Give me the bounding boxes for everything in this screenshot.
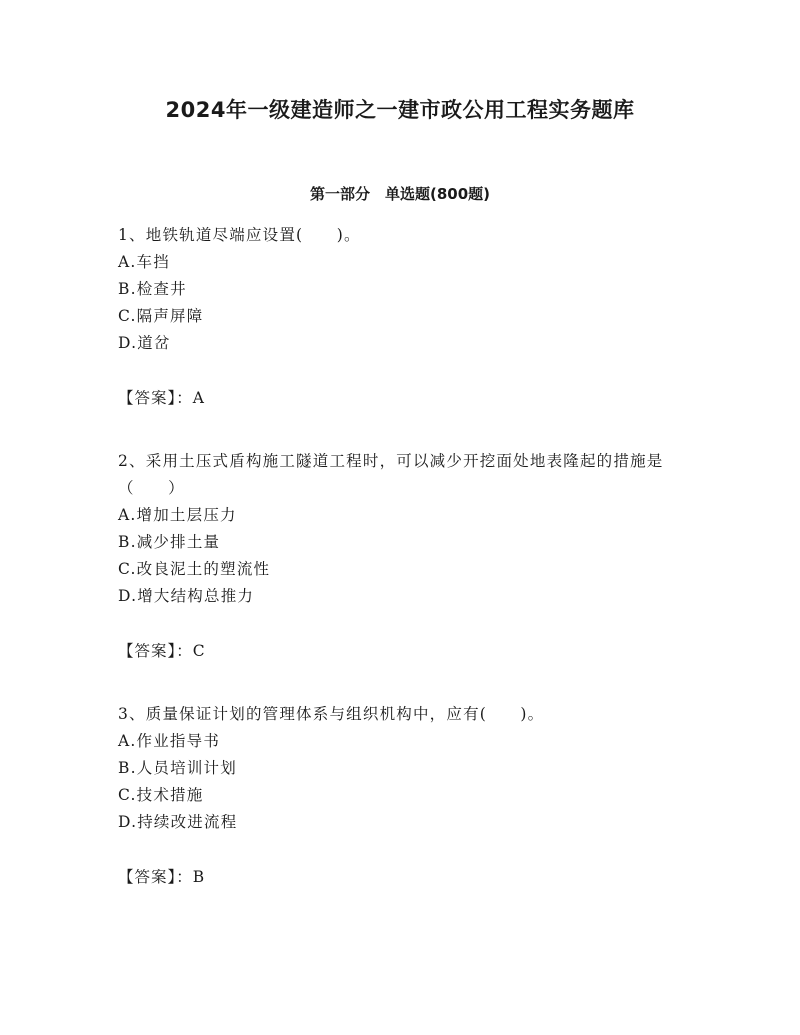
question-3 [118,701,688,891]
question-list [118,222,688,891]
section-title: 第一部分 单选题(800题) [309,185,491,203]
option-a: A.车挡 [118,253,170,271]
option-d: D.增大结构总推力 [118,587,255,605]
answer-label: 【答案】： [118,642,193,660]
answer-label: 【答案】： [118,868,193,886]
answer-line [118,638,688,665]
answer-value: B [192,868,206,886]
answer-line [118,385,688,412]
option-c: C.改良泥土的塑流性 [118,560,271,578]
option-a: A.增加土层压力 [118,506,237,524]
answer-line [118,864,688,891]
question-1 [118,222,688,412]
option-list [118,502,688,610]
option-b: B.减少排土量 [118,533,221,551]
option-list [118,249,688,357]
option-a: A.作业指导书 [118,732,221,750]
question-stem: 2、采用土压式盾构施工隧道工程时，可以减少开挖面处地表隆起的措施是（ ） [118,452,664,497]
option-c: C.隔声屏障 [118,307,204,325]
option-list [118,728,688,836]
question-stem: 3、质量保证计划的管理体系与组织机构中，应有( )。 [118,705,545,723]
option-d: D.持续改进流程 [118,813,238,831]
answer-label: 【答案】： [118,389,193,407]
option-b: B.检查井 [118,280,187,298]
option-b: B.人员培训计划 [118,759,237,777]
answer-value: A [192,389,205,407]
question-stem: 1、地铁轨道尽端应设置( )。 [118,226,361,244]
option-c: C.技术措施 [118,786,204,804]
answer-value: C [192,642,206,660]
option-d: D.道岔 [118,334,171,352]
question-2 [118,448,688,665]
document-title: 2024年一级建造师之一建市政公用工程实务题库 [165,98,635,122]
